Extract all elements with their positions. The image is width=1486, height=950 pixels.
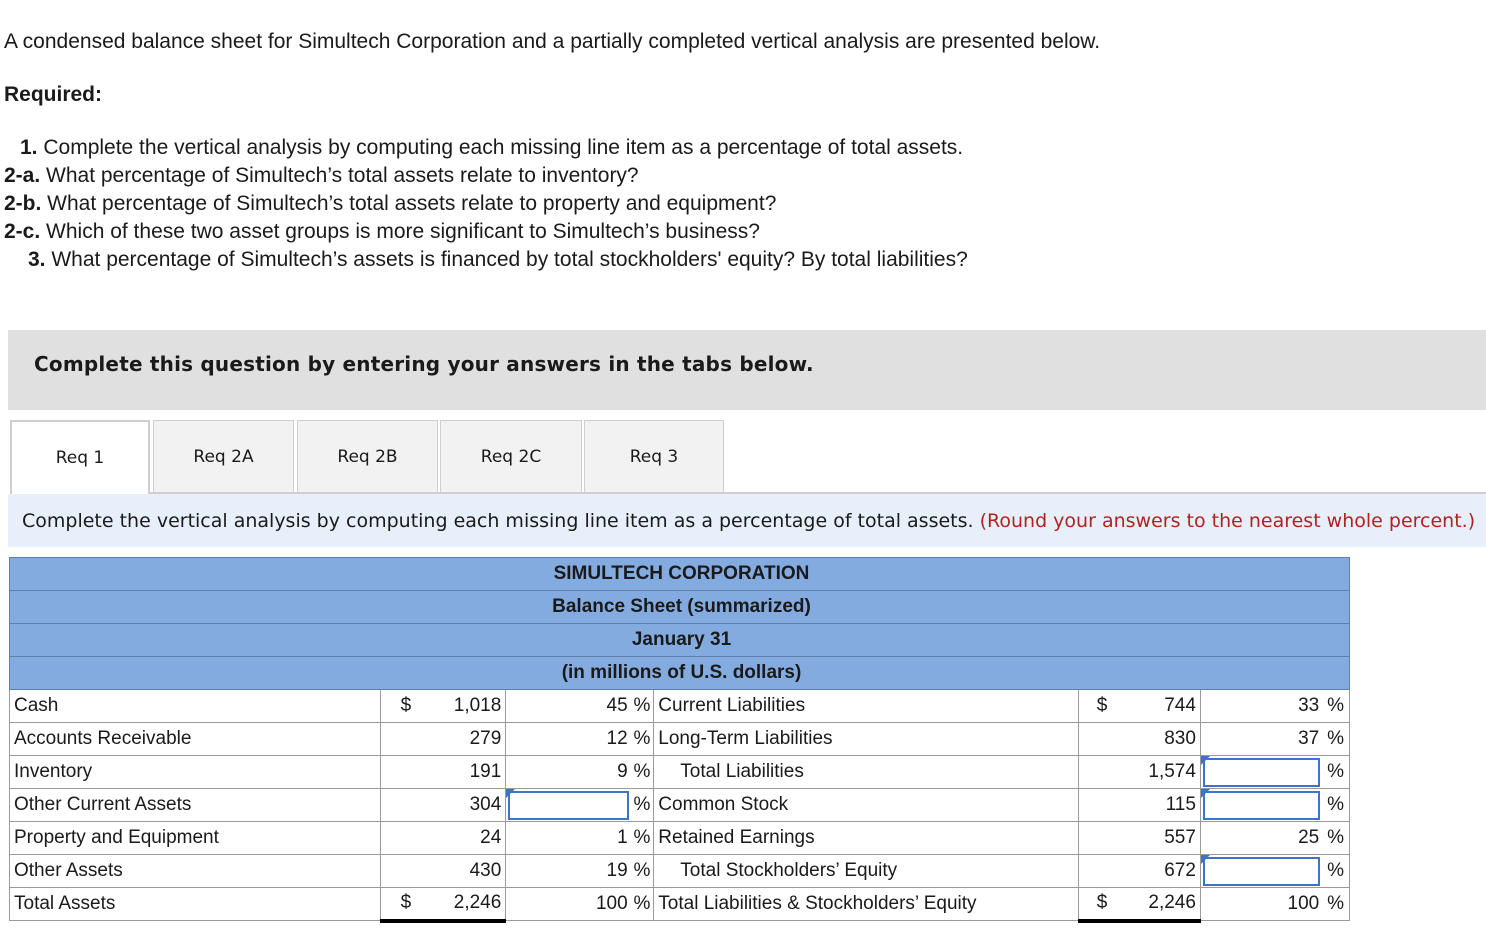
required-heading: Required: [4, 83, 103, 106]
instruction-banner [8, 330, 1486, 410]
percent-value: 9 [506, 756, 631, 789]
row-label: Retained Earnings [654, 822, 1079, 855]
dollar-sign [381, 855, 430, 888]
table-row [10, 822, 1350, 855]
percent-value: 33 [1200, 690, 1322, 723]
amount: 24 [430, 822, 506, 855]
table-row [10, 888, 1350, 921]
total-liabilities-percent-input[interactable] [1203, 758, 1320, 787]
question-1: 1. Complete the vertical analysis by computing each missing line item as a percentage of total assets. [20, 136, 964, 159]
total-liabilities-percent-cell [1200, 756, 1322, 789]
percent-value: 45 [506, 690, 631, 723]
statement-units: (in millions of U.S. dollars) [10, 657, 1350, 690]
amount: 191 [430, 756, 506, 789]
amount: 279 [430, 723, 506, 756]
percent-sign: % [631, 756, 654, 789]
tab-req-1[interactable]: Req 1 [10, 420, 150, 494]
amount: 2,246 [430, 888, 506, 921]
percent-value: 100 [506, 888, 631, 921]
question-2c: 2-c. Which of these two asset groups is more significant to Simultech’s business? [4, 220, 760, 243]
amount: 672 [1125, 855, 1201, 888]
percent-sign: % [1322, 789, 1349, 822]
table-row [10, 723, 1350, 756]
instruction-text: Complete the vertical analysis by computing each missing line item as a percentage of total assets. [22, 510, 980, 532]
statement-title: Balance Sheet (summarized) [10, 591, 1350, 624]
other-current-assets-percent-cell [506, 789, 631, 822]
answer-flag-icon [506, 789, 515, 798]
row-label: Accounts Receivable [10, 723, 381, 756]
answer-flag-icon [1201, 756, 1210, 765]
percent-value: 37 [1200, 723, 1322, 756]
amount: 2,246 [1125, 888, 1201, 921]
common-stock-percent-cell [1200, 789, 1322, 822]
amount: 557 [1125, 822, 1201, 855]
dollar-sign [1079, 723, 1125, 756]
stockholders-equity-percent-cell [1200, 855, 1322, 888]
dollar-sign: $ [381, 888, 430, 921]
answer-flag-icon [1201, 855, 1210, 864]
tab-req-2b[interactable]: Req 2B [297, 420, 438, 492]
amount: 1,574 [1125, 756, 1201, 789]
dollar-sign: $ [1079, 690, 1125, 723]
question-3: 3. What percentage of Simultech’s assets is financed by total stockholders' equity? By total liabilities? [28, 248, 968, 271]
amount: 304 [430, 789, 506, 822]
percent-value: 25 [1200, 822, 1322, 855]
row-label: Total Assets [10, 888, 381, 921]
tab-req-3[interactable]: Req 3 [584, 420, 724, 492]
row-label: Other Assets [10, 855, 381, 888]
table-row [10, 756, 1350, 789]
percent-sign: % [631, 855, 654, 888]
company-name: SIMULTECH CORPORATION [10, 558, 1350, 591]
amount: 744 [1125, 690, 1201, 723]
dollar-sign: $ [1079, 888, 1125, 921]
percent-sign: % [631, 690, 654, 723]
common-stock-percent-input[interactable] [1203, 791, 1320, 820]
dollar-sign [1079, 855, 1125, 888]
rounding-note: (Round your answers to the nearest whole percent.) [979, 510, 1476, 532]
row-label: Total Liabilities [654, 756, 1079, 789]
row-label: Cash [10, 690, 381, 723]
row-label: Inventory [10, 756, 381, 789]
table-row [10, 789, 1350, 822]
row-label: Total Stockholders’ Equity [654, 855, 1079, 888]
percent-sign: % [1322, 855, 1349, 888]
percent-sign: % [631, 789, 654, 822]
row-label: Total Liabilities & Stockholders’ Equity [654, 888, 1079, 921]
amount: 115 [1125, 789, 1201, 822]
percent-value: 100 [1200, 888, 1322, 921]
other-current-assets-percent-input[interactable] [508, 791, 628, 820]
percent-sign: % [631, 723, 654, 756]
intro-text: A condensed balance sheet for Simultech Corporation and a partially completed vertical analysis are presented below. [4, 30, 1101, 53]
percent-sign: % [1322, 756, 1349, 789]
answer-flag-icon [1201, 789, 1210, 798]
dollar-sign [381, 789, 430, 822]
statement-date: January 31 [10, 624, 1350, 657]
row-label: Long-Term Liabilities [654, 723, 1079, 756]
percent-value: 1 [506, 822, 631, 855]
table-row [10, 690, 1350, 723]
table-row [10, 855, 1350, 888]
row-label: Current Liabilities [654, 690, 1079, 723]
question-2b: 2-b. What percentage of Simultech’s total assets relate to property and equipment? [4, 192, 777, 215]
dollar-sign [381, 756, 430, 789]
percent-sign: % [1322, 723, 1349, 756]
tab-instruction [8, 494, 1486, 547]
tab-req-2c[interactable]: Req 2C [440, 420, 582, 492]
dollar-sign [381, 723, 430, 756]
dollar-sign [1079, 756, 1125, 789]
percent-sign: % [631, 888, 654, 921]
dollar-sign [1079, 822, 1125, 855]
percent-sign: % [1322, 822, 1349, 855]
row-label: Common Stock [654, 789, 1079, 822]
percent-sign: % [1322, 888, 1349, 921]
dollar-sign [1079, 789, 1125, 822]
banner-text: Complete this question by entering your answers in the tabs below. [34, 352, 814, 376]
percent-value: 19 [506, 855, 631, 888]
tab-req-2a[interactable]: Req 2A [153, 420, 294, 492]
percent-sign: % [631, 822, 654, 855]
dollar-sign [381, 822, 430, 855]
dollar-sign: $ [381, 690, 430, 723]
question-2a: 2-a. What percentage of Simultech’s total assets relate to inventory? [4, 164, 639, 187]
balance-sheet-table [9, 557, 1350, 923]
stockholders-equity-percent-input[interactable] [1203, 857, 1320, 886]
amount: 430 [430, 855, 506, 888]
amount: 830 [1125, 723, 1201, 756]
percent-sign: % [1322, 690, 1349, 723]
percent-value: 12 [506, 723, 631, 756]
amount: 1,018 [430, 690, 506, 723]
row-label: Property and Equipment [10, 822, 381, 855]
row-label: Other Current Assets [10, 789, 381, 822]
